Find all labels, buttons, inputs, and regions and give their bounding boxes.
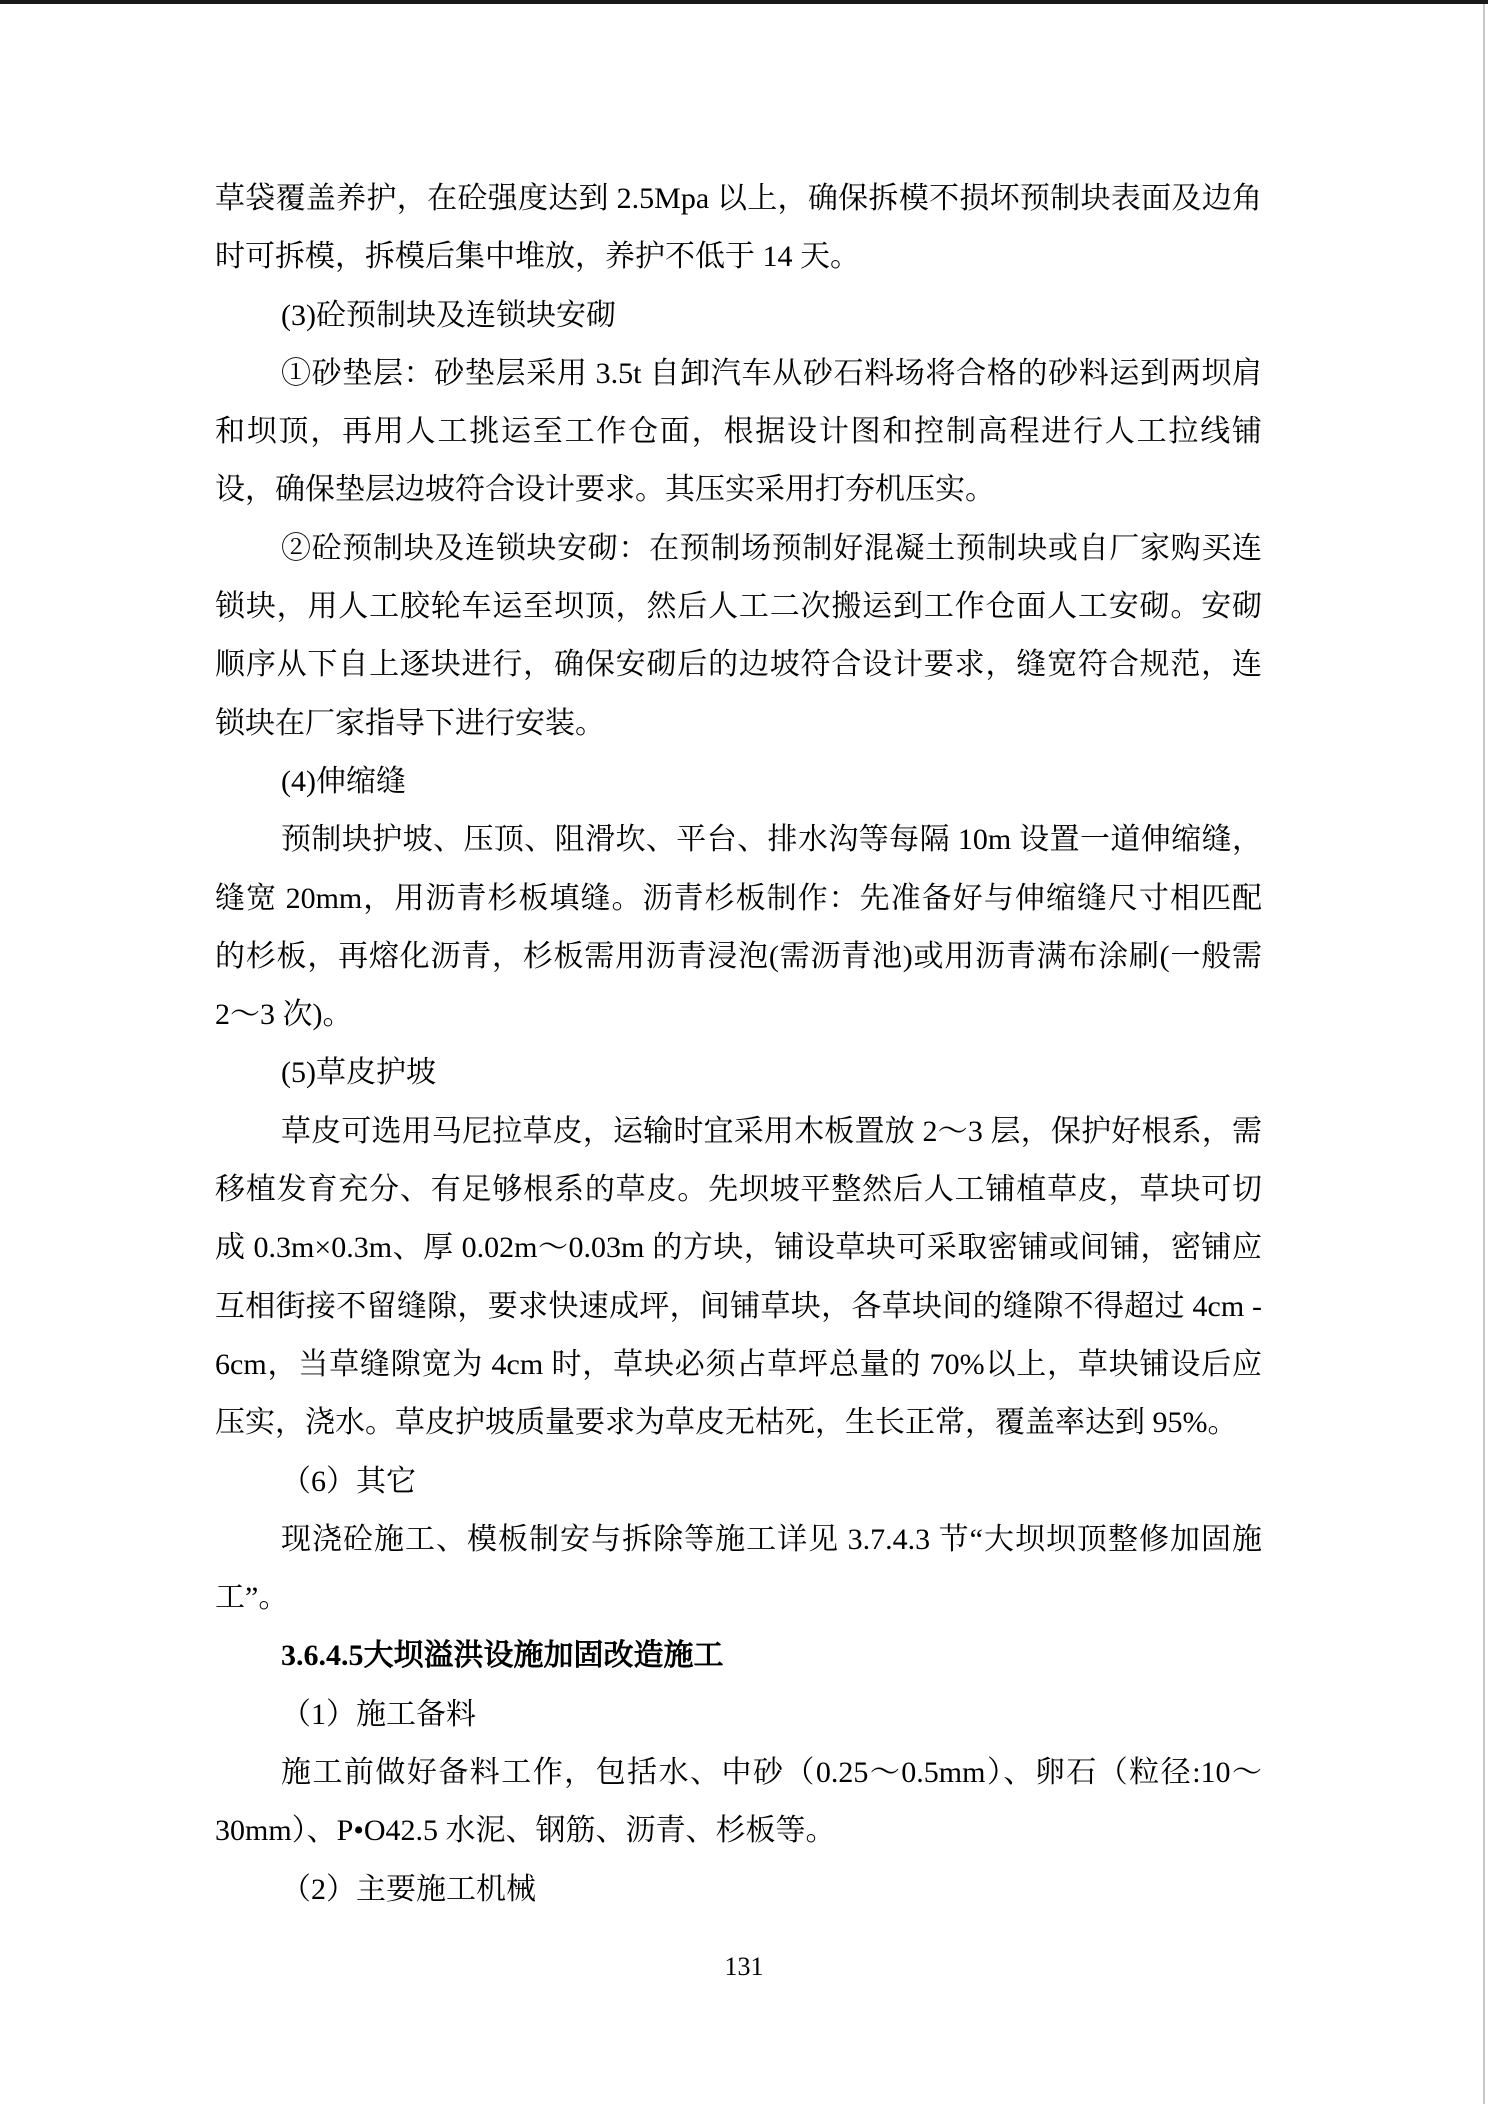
text-line: 顺序从下自上逐块进行，确保安砌后的边坡符合设计要求，缝宽符合规范，连 <box>215 648 1262 682</box>
text-line: 移植发育充分、有足够根系的草皮。先坝坡平整然后人工铺植草皮，草块可切 <box>215 1173 1262 1207</box>
text-line: ②砼预制块及连锁块安砌：在预制场预制好混凝土预制块或自厂家购买连 <box>281 531 1262 565</box>
list-item-label: （1）施工备料 <box>281 1697 476 1731</box>
text-line: 现浇砼施工、模板制安与拆除等施工详见 3.7.4.3 节“大坝坝顶整修加固施 <box>281 1522 1262 1556</box>
text-line: 锁块，用人工胶轮车运至坝顶，然后人工二次搬运到工作仓面人工安砌。安砌 <box>215 590 1262 624</box>
text-line: 和坝顶，再用人工挑运至工作仓面，根据设计图和控制高程进行人工拉线铺 <box>215 415 1262 449</box>
section-heading: 3.6.4.5大坝溢洪设施加固改造施工 <box>281 1639 724 1673</box>
list-item-label: (5)草皮护坡 <box>281 1056 436 1090</box>
text-line: 施工前做好备料工作，包括水、中砂（0.25～0.5mm）、卵石（粒径:10～ <box>281 1756 1262 1790</box>
text-line: 工”。 <box>215 1581 289 1615</box>
text-line: 草袋覆盖养护，在砼强度达到 2.5Mpa 以上，确保拆模不损坏预制块表面及边角 <box>215 182 1262 215</box>
text-line: 的杉板，再熔化沥青，杉板需用沥青浸泡(需沥青池)或用沥青满布涂刷(一般需 <box>215 939 1262 973</box>
text-line: 2～3 次)。 <box>215 998 353 1032</box>
list-item-label: (4)伸缩缝 <box>281 764 406 798</box>
text-line: 6cm，当草缝隙宽为 4cm 时，草块必须占草坪总量的 70%以上，草块铺设后应 <box>215 1347 1262 1381</box>
text-line: 草皮可选用马尼拉草皮，运输时宜采用木板置放 2～3 层，保护好根系，需 <box>281 1114 1262 1148</box>
text-line: 压实，浇水。草皮护坡质量要求为草皮无枯死，生长正常，覆盖率达到 95%。 <box>215 1406 1238 1440</box>
text-line: 缝宽 20mm，用沥青杉板填缝。沥青杉板制作：先准备好与伸缩缝尺寸相匹配 <box>215 881 1262 915</box>
text-line: ①砂垫层：砂垫层采用 3.5t 自卸汽车从砂石料场将合格的砂料运到两坝肩 <box>281 356 1262 390</box>
list-item-label: （6）其它 <box>281 1464 416 1498</box>
page-number: 131 <box>724 1952 764 1981</box>
text-line: 成 0.3m×0.3m、厚 0.02m～0.03m 的方块，铺设草块可采取密铺或间铺，密铺应 <box>215 1231 1262 1265</box>
document-body <box>215 170 1262 1919</box>
list-item-label: （2）主要施工机械 <box>281 1872 536 1906</box>
text-line: 时可拆模，拆模后集中堆放，养护不低于 14 天。 <box>215 240 860 274</box>
page-right-edge <box>1483 4 1485 2104</box>
screen-top-edge <box>0 0 1488 4</box>
text-line: 30mm）、P•O42.5 水泥、钢筋、沥青、杉板等。 <box>215 1814 836 1848</box>
text-line: 锁块在厂家指导下进行安装。 <box>215 706 605 740</box>
text-line: 设，确保垫层边坡符合设计要求。其压实采用打夯机压实。 <box>215 473 995 507</box>
text-line: 互相街接不留缝隙，要求快速成坪，间铺草块，各草块间的缝隙不得超过 4cm - <box>215 1289 1262 1323</box>
text-line: 预制块护坡、压顶、阻滑坎、平台、排水沟等每隔 10m 设置一道伸缩缝， <box>281 823 1262 857</box>
list-item-label: (3)砼预制块及连锁块安砌 <box>281 298 616 332</box>
